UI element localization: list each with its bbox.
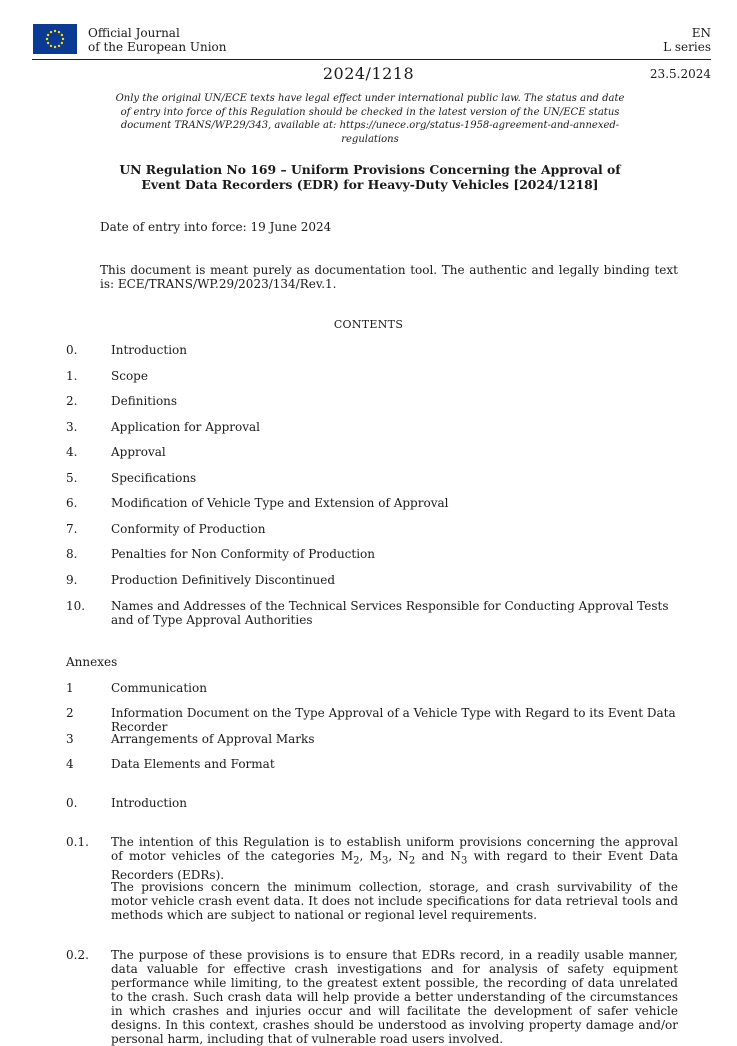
entry-into-force: Date of entry into force: 19 June 2024 xyxy=(100,220,332,234)
contents-item-number: 1. xyxy=(66,369,78,383)
contents-item-title: Scope xyxy=(111,369,148,383)
contents-item-number: 10. xyxy=(66,599,86,613)
language-code: EN xyxy=(691,26,711,40)
annexes-heading: Annexes xyxy=(66,655,118,669)
contents-item-title: Penalties for Non Conformity of Production xyxy=(111,547,376,561)
contents-item-number: 4. xyxy=(66,445,78,459)
contents-item-title: Definitions xyxy=(111,394,178,408)
annex-number: 4 xyxy=(66,757,74,771)
contents-heading: CONTENTS xyxy=(333,318,404,331)
journal-title-line2: of the European Union xyxy=(88,40,227,54)
contents-item-title: Specifications xyxy=(111,471,197,485)
series-label: L series xyxy=(663,40,711,54)
contents-item-title: Application for Approval xyxy=(111,420,260,434)
contents-item-number: 6. xyxy=(66,496,78,510)
contents-item-title: Approval xyxy=(111,445,166,459)
contents-item-number: 7. xyxy=(66,522,78,536)
contents-item-number: 8. xyxy=(66,547,78,561)
series-info xyxy=(663,26,711,54)
journal-title-line1: Official Journal xyxy=(88,26,180,40)
eu-flag-logo xyxy=(33,24,77,54)
annex-title: Data Elements and Format xyxy=(111,757,275,771)
annex-title: Information Document on the Type Approval of a Vehicle Type with Regard to its Event Data Recorder xyxy=(111,706,676,734)
legal-notice: Only the original UN/ECE texts have legal effect under international public law. The status and date of entry into force of this Regulation should be checked in the latest version of the UN/ECE status document TRANS/WP.29/343, available at: https://unece.org/status-1958-agreement-and-annexed-regulations xyxy=(115,93,625,145)
contents-item-number: 5. xyxy=(66,471,78,485)
contents-item-number: 2. xyxy=(66,394,78,408)
regulation-title: UN Regulation No 169 – Uniform Provisions Concerning the Approval of Event Data Recorders (EDR) for Heavy-Duty Vehicles [2024/1218] xyxy=(119,162,621,192)
contents-item-title: Conformity of Production xyxy=(111,522,266,536)
document-number: 2024/1218 xyxy=(322,64,415,83)
contents-item-number: 3. xyxy=(66,420,78,434)
paragraph-number: 0.2. xyxy=(66,948,89,962)
contents-item-title: Modification of Vehicle Type and Extension of Approval xyxy=(111,496,449,510)
contents-item-title: Introduction xyxy=(111,343,187,357)
section-title: Introduction xyxy=(111,796,187,810)
contents-item-number: 0. xyxy=(66,343,78,357)
journal-title xyxy=(88,26,227,54)
contents-item-title: Names and Addresses of the Technical Services Responsible for Conducting Approval Tests and of Type Approval Authorities xyxy=(111,599,669,627)
paragraph-number: 0.1. xyxy=(66,835,89,849)
contents-item-number: 9. xyxy=(66,573,78,587)
paragraph-0-1: The intention of this Regulation is to establish uniform provisions concerning the approval of motor vehicles of the categories $M_2$, $M_3$, $N_2$ and $N_3$ with regard to their Event Data Recorders (EDRs). xyxy=(111,835,678,883)
annex-title: Arrangements of Approval Marks xyxy=(111,732,315,746)
paragraph-0-2: The purpose of these provisions is to ensure that EDRs record, in a readily usable manner, data valuable for effective crash investigations and for analysis of safety equipment performance while limiting, to the greatest extent possible, the recording of data unrelated to the crash. Such crash data will help provide a better understanding of the circumstances in which crashes and injuries occur and will facilitate the development of safer vehicle designs. In this context, crashes should be understood as involving property damage and/or personal harm, including that of vulnerable road users involved. xyxy=(111,948,678,1046)
annex-title: Communication xyxy=(111,681,207,695)
section-number: 0. xyxy=(66,796,78,810)
annex-number: 3 xyxy=(66,732,74,746)
annex-number: 1 xyxy=(66,681,74,695)
header-divider xyxy=(32,59,711,60)
annex-number: 2 xyxy=(66,706,74,720)
contents-item-title: Production Definitively Discontinued xyxy=(111,573,336,587)
paragraph-0-1-continued: The provisions concern the minimum collection, storage, and crash survivability of the motor vehicle crash event data. It does not include specifications for data retrieval tools and methods which are subject to national or regional level requirements. xyxy=(111,880,678,922)
publication-date: 23.5.2024 xyxy=(649,67,711,81)
eu-stars-icon xyxy=(33,24,77,54)
documentation-note: This document is meant purely as documentation tool. The authentic and legally binding text is: ECE/TRANS/WP.29/2023/134/Rev.1. xyxy=(100,263,678,291)
